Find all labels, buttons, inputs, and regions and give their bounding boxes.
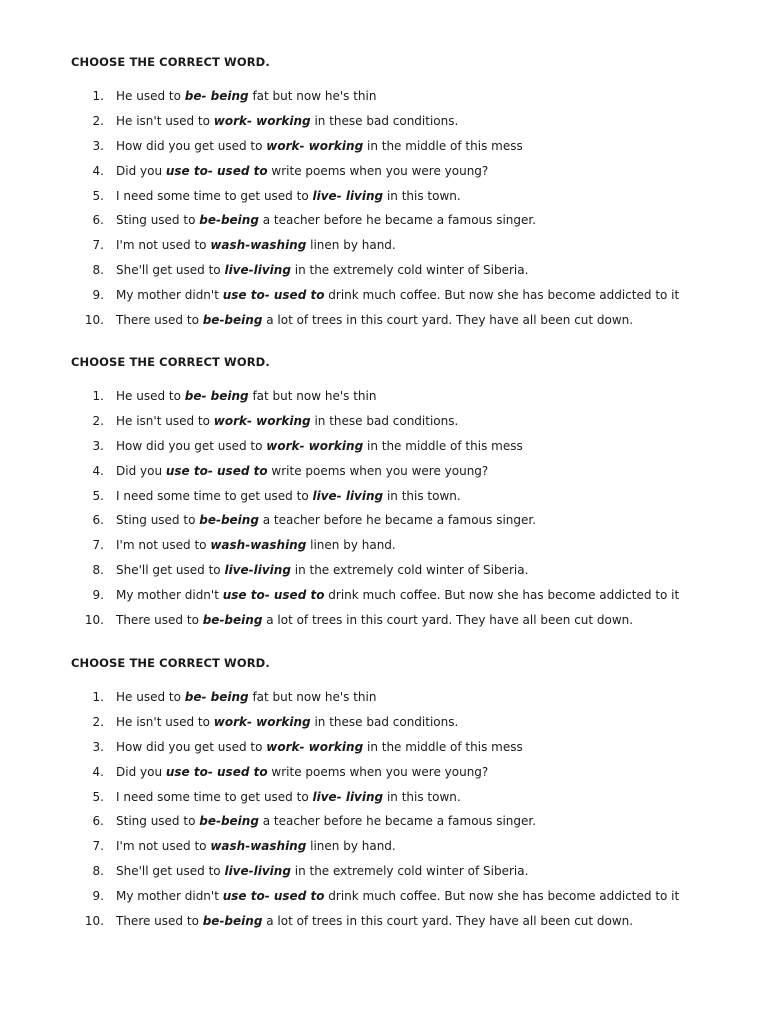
- sentence-after: write poems when you were young?: [267, 764, 489, 779]
- exercise-item: [0, 887, 768, 912]
- sentence-after: in the extremely cold winter of Siberia.: [290, 864, 529, 879]
- sentence-after: a teacher before he became a famous singer.: [258, 814, 537, 829]
- item-sentence: [116, 611, 633, 629]
- exercise-item: [0, 236, 768, 261]
- exercise-item: [0, 837, 768, 862]
- word-choice: be-being: [199, 814, 259, 829]
- word-choice: wash-washing: [210, 238, 307, 253]
- item-sentence: [116, 311, 633, 329]
- item-number: 6.: [92, 213, 104, 228]
- item-sentence: [116, 137, 523, 155]
- word-choice: live-living: [224, 263, 291, 278]
- item-sentence: [116, 738, 523, 756]
- sentence-after: linen by hand.: [306, 839, 396, 854]
- sentence-before: I need some time to get used to: [116, 188, 313, 203]
- item-number: 3.: [92, 438, 104, 453]
- item-number: 6.: [92, 513, 104, 528]
- sentence-before: He isn't used to: [116, 113, 214, 128]
- exercise-item: [0, 788, 768, 813]
- exercise-item: [0, 487, 768, 512]
- sentence-before: I need some time to get used to: [116, 488, 313, 503]
- item-sentence: [116, 688, 376, 706]
- word-choice: work- working: [266, 138, 364, 153]
- word-choice: live- living: [312, 188, 384, 203]
- item-sentence: [116, 511, 536, 529]
- item-number: 1.: [92, 690, 104, 704]
- exercise-item: [0, 437, 768, 462]
- sentence-before: He used to: [116, 89, 185, 103]
- sentence-before: My mother didn't: [116, 288, 223, 303]
- sentence-after: in this town.: [383, 488, 461, 503]
- sentence-before: She'll get used to: [116, 563, 225, 578]
- exercise-item: [0, 162, 768, 187]
- item-sentence: [116, 713, 458, 731]
- exercise-list: [0, 387, 768, 636]
- exercise-item: [0, 812, 768, 837]
- exercise-item: [0, 862, 768, 887]
- item-number: 10.: [84, 313, 104, 328]
- sentence-after: in the middle of this mess: [363, 438, 523, 453]
- exercise-item: [0, 261, 768, 286]
- item-sentence: [116, 788, 461, 806]
- sentence-after: linen by hand.: [306, 538, 396, 553]
- item-number: 8.: [92, 263, 104, 278]
- sentence-before: How did you get used to: [116, 438, 267, 453]
- item-sentence: [116, 837, 396, 855]
- sentence-before: There used to: [116, 613, 203, 628]
- sentence-before: He used to: [116, 690, 185, 704]
- item-sentence: [116, 586, 679, 604]
- sentence-before: She'll get used to: [116, 864, 225, 879]
- item-sentence: [116, 387, 376, 405]
- sentence-after: in this town.: [383, 789, 461, 804]
- item-number: 1.: [92, 89, 104, 103]
- item-number: 9.: [92, 288, 104, 303]
- sentence-after: in these bad conditions.: [310, 714, 459, 729]
- item-sentence: [116, 162, 488, 180]
- exercise-item: [0, 87, 768, 112]
- exercise-item: [0, 187, 768, 212]
- sentence-before: She'll get used to: [116, 263, 225, 278]
- sentence-after: a lot of trees in this court yard. They have all been cut down.: [262, 914, 634, 929]
- item-number: 2.: [92, 113, 104, 128]
- word-choice: work- working: [213, 413, 311, 428]
- sentence-after: a teacher before he became a famous singer.: [258, 513, 537, 528]
- item-number: 8.: [92, 864, 104, 879]
- item-number: 10.: [84, 914, 104, 929]
- sentence-before: He used to: [116, 389, 185, 403]
- word-choice: wash-washing: [210, 538, 307, 553]
- sentence-before: My mother didn't: [116, 889, 223, 904]
- exercise-item: [0, 586, 768, 611]
- exercise-item: [0, 211, 768, 236]
- exercise-list: [0, 688, 768, 937]
- exercise-title: CHOOSE THE CORRECT WORD.: [71, 55, 270, 69]
- sentence-after: write poems when you were young?: [267, 463, 489, 478]
- sentence-before: There used to: [116, 914, 203, 929]
- sentence-after: drink much coffee. But now she has become addicted to it: [324, 588, 680, 603]
- item-number: 3.: [92, 138, 104, 153]
- item-number: 5.: [92, 789, 104, 804]
- item-sentence: [116, 87, 376, 105]
- sentence-before: There used to: [116, 313, 203, 328]
- word-choice: be- being: [184, 690, 249, 704]
- word-choice: use to- used to: [165, 163, 268, 178]
- item-sentence: [116, 912, 633, 930]
- item-number: 4.: [92, 764, 104, 779]
- exercise-item: [0, 311, 768, 336]
- sentence-after: in this town.: [383, 188, 461, 203]
- sentence-after: fat but now he's thin: [248, 389, 377, 403]
- sentence-after: linen by hand.: [306, 238, 396, 253]
- sentence-before: I'm not used to: [116, 238, 211, 253]
- item-number: 4.: [92, 463, 104, 478]
- sentence-before: Did you: [116, 463, 166, 478]
- sentence-before: Did you: [116, 764, 166, 779]
- exercise-item: [0, 561, 768, 586]
- word-choice: use to- used to: [222, 288, 325, 303]
- exercise-title: CHOOSE THE CORRECT WORD.: [71, 355, 270, 369]
- word-choice: be-being: [199, 513, 259, 528]
- sentence-before: Did you: [116, 163, 166, 178]
- sentence-before: He isn't used to: [116, 413, 214, 428]
- word-choice: live- living: [312, 789, 384, 804]
- word-choice: be-being: [202, 613, 263, 628]
- sentence-after: a lot of trees in this court yard. They have all been cut down.: [262, 613, 634, 628]
- item-number: 10.: [84, 613, 104, 628]
- word-choice: be-being: [202, 914, 263, 929]
- sentence-after: drink much coffee. But now she has become addicted to it: [324, 288, 680, 303]
- sentence-before: I'm not used to: [116, 538, 211, 553]
- item-number: 7.: [92, 238, 104, 253]
- sentence-before: I'm not used to: [116, 839, 211, 854]
- sentence-before: How did you get used to: [116, 138, 267, 153]
- word-choice: be-being: [199, 213, 259, 228]
- exercise-item: [0, 286, 768, 311]
- item-sentence: [116, 536, 396, 554]
- item-sentence: [116, 412, 458, 430]
- word-choice: live- living: [312, 488, 384, 503]
- word-choice: work- working: [266, 739, 364, 754]
- item-sentence: [116, 211, 536, 229]
- sentence-before: I need some time to get used to: [116, 789, 313, 804]
- item-sentence: [116, 812, 536, 830]
- item-sentence: [116, 561, 528, 579]
- sentence-after: fat but now he's thin: [248, 690, 377, 704]
- sentence-after: in the middle of this mess: [363, 739, 523, 754]
- exercise-item: [0, 688, 768, 713]
- item-number: 9.: [92, 889, 104, 904]
- exercise-item: [0, 511, 768, 536]
- exercise-item: [0, 462, 768, 487]
- item-number: 7.: [92, 538, 104, 553]
- word-choice: use to- used to: [165, 463, 268, 478]
- word-choice: use to- used to: [165, 764, 268, 779]
- item-number: 5.: [92, 488, 104, 503]
- word-choice: use to- used to: [222, 588, 325, 603]
- item-number: 7.: [92, 839, 104, 854]
- item-sentence: [116, 462, 488, 480]
- sentence-before: Sting used to: [116, 513, 200, 528]
- item-number: 2.: [92, 413, 104, 428]
- sentence-after: in these bad conditions.: [310, 413, 459, 428]
- word-choice: use to- used to: [222, 889, 325, 904]
- word-choice: be- being: [184, 389, 249, 403]
- sentence-before: How did you get used to: [116, 739, 267, 754]
- item-number: 3.: [92, 739, 104, 754]
- item-number: 1.: [92, 389, 104, 403]
- exercise-item: [0, 536, 768, 561]
- sentence-after: in the extremely cold winter of Siberia.: [290, 263, 529, 278]
- exercise-list: [0, 87, 768, 336]
- item-number: 2.: [92, 714, 104, 729]
- item-sentence: [116, 236, 396, 254]
- item-sentence: [116, 286, 679, 304]
- sentence-after: a teacher before he became a famous singer.: [258, 213, 537, 228]
- exercise-item: [0, 738, 768, 763]
- exercise-item: [0, 763, 768, 788]
- word-choice: live-living: [224, 864, 291, 879]
- sentence-after: a lot of trees in this court yard. They have all been cut down.: [262, 313, 634, 328]
- exercise-item: [0, 387, 768, 412]
- exercise-item: [0, 412, 768, 437]
- exercise-item: [0, 611, 768, 636]
- item-number: 4.: [92, 163, 104, 178]
- sentence-before: My mother didn't: [116, 588, 223, 603]
- word-choice: wash-washing: [210, 839, 307, 854]
- item-sentence: [116, 261, 528, 279]
- word-choice: work- working: [213, 714, 311, 729]
- word-choice: be-being: [202, 313, 263, 328]
- item-number: 5.: [92, 188, 104, 203]
- sentence-after: in these bad conditions.: [310, 113, 459, 128]
- sentence-after: in the extremely cold winter of Siberia.: [290, 563, 529, 578]
- exercise-item: [0, 713, 768, 738]
- exercise-item: [0, 137, 768, 162]
- item-sentence: [116, 763, 488, 781]
- sentence-before: Sting used to: [116, 213, 200, 228]
- word-choice: live-living: [224, 563, 291, 578]
- word-choice: work- working: [213, 113, 311, 128]
- item-sentence: [116, 437, 523, 455]
- item-number: 6.: [92, 814, 104, 829]
- item-number: 9.: [92, 588, 104, 603]
- item-number: 8.: [92, 563, 104, 578]
- item-sentence: [116, 862, 528, 880]
- word-choice: be- being: [184, 89, 249, 103]
- item-sentence: [116, 887, 679, 905]
- item-sentence: [116, 112, 458, 130]
- item-sentence: [116, 187, 461, 205]
- exercise-title: CHOOSE THE CORRECT WORD.: [71, 656, 270, 670]
- sentence-before: He isn't used to: [116, 714, 214, 729]
- item-sentence: [116, 487, 461, 505]
- sentence-after: write poems when you were young?: [267, 163, 489, 178]
- sentence-before: Sting used to: [116, 814, 200, 829]
- exercise-item: [0, 112, 768, 137]
- exercise-item: [0, 912, 768, 937]
- word-choice: work- working: [266, 438, 364, 453]
- sentence-after: in the middle of this mess: [363, 138, 523, 153]
- sentence-after: fat but now he's thin: [248, 89, 377, 103]
- sentence-after: drink much coffee. But now she has become addicted to it: [324, 889, 680, 904]
